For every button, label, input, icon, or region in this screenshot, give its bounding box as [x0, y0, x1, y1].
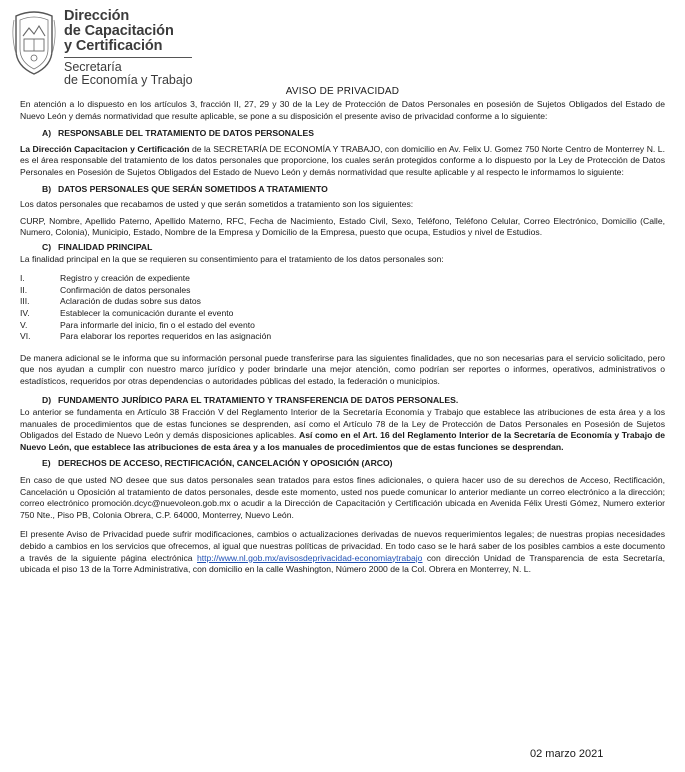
org-line-1: Dirección [64, 8, 130, 24]
org-line-5: de Economía y Trabajo [64, 73, 193, 87]
section-d-bold-tail: Así como en el Art. 16 del Reglamento Interior de la Secretaría de Economía y Trabajo de Nuevo León, que establece las atribuciones de esta área y a los manuales de procedimientos que de estas funciones se desprendan. [20, 430, 665, 452]
list-item-number: III. [20, 296, 30, 307]
list-item-number: IV. [20, 307, 30, 318]
closing-paragraph [20, 529, 665, 575]
section-c-additional-paragraph: De manera adicional se le informa que su información personal puede transferirse para las siguientes finalidades, que no son necesarias para el servicio solicitado, pero que nos ayudan a cumplir con nuestro marco jurídico y poder brindarle una mejor atención, como podrían ser reportes o informes, operativos, administrativos o estadísticos, requeridos por otras dependencias o autoridades públicas del estado, la federación o municipios. [20, 352, 665, 386]
section-e-paragraph: En caso de que usted NO desee que sus datos personales sean tratados para estos fines adicionales, o quiera hacer uso de su derechos de Acceso, Rectificación, Cancelación u Oposición al tratamiento de datos personales, desde este momento, usted nos puede comunicar lo anterior mediante un correo electrónico a la dirección; correo electrónico promoción.dcyc@nuevoleon.gob.mx o acudir a la Dirección de Capacitación y Certificación ubicada en Avenida Félix Uresti Gómez, Numero exterior 750 Nte., Piso PB, Colonia Obrera, C.P. 64000, Monterrey, Nuevo León. [20, 475, 665, 520]
org-line-3: y Certificación [64, 38, 163, 54]
document-title: AVISO DE PRIVACIDAD [285, 86, 400, 97]
list-item-text: Registro y creación de expediente [60, 273, 190, 284]
list-item [20, 320, 665, 332]
section-a-text: de la SECRETARÍA DE ECONOMÍA Y TRABAJO, con domicilio en Av. Felix U. Gomez 750 Norte Centro de Monterrey N. L. es el área responsable del tratamiento de los datos personales que proporcione, los cuales serán protegidos conforme a lo dispuesto por la Ley de Protección de Datos Personales en Posesión de Sujetos Obligados del Estado de Nuevo León y demás normatividad que resulte aplicable y al respecto le informamos lo siguiente: [20, 143, 665, 177]
list-item-text: Establecer la comunicación durante el evento [60, 307, 234, 318]
header-divider [64, 57, 192, 58]
section-d-letter: D) [42, 395, 52, 406]
org-line-2: de Capacitación [64, 23, 174, 39]
list-item-number: I. [20, 273, 25, 284]
section-c-heading [42, 242, 665, 254]
section-b-title: DATOS PERSONALES QUE SERÁN SOMETIDOS A TRATAMIENTO [58, 183, 328, 194]
section-c-paragraph: La finalidad principal en la que se requieren su consentimiento para el tratamiento de los datos personales son: [20, 253, 444, 264]
section-a-heading [42, 128, 665, 140]
list-item-text: Aclaración de dudas sobre sus datos [60, 296, 201, 307]
document-body [20, 99, 665, 576]
list-item-number: II. [20, 284, 28, 295]
section-e-heading [42, 458, 665, 470]
nuevo-leon-seal-icon [10, 6, 58, 78]
section-e-title: DERECHOS DE ACCESO, RECTIFICACIÓN, CANCELACIÓN Y OPOSICIÓN (ARCO) [58, 458, 393, 469]
list-item-text: Para informarle del inicio, fin o el estado del evento [60, 319, 255, 330]
list-item-text: Para elaborar los reportes requeridos en las asignación [60, 331, 272, 342]
section-c-title: FINALIDAD PRINCIPAL [58, 241, 153, 252]
section-a-letter: A) [42, 128, 52, 139]
privacy-notice-link[interactable]: http://www.nl.gob.mx/avisosdeprivacidad-economiaytrabajo [197, 552, 423, 563]
section-d-heading [42, 395, 665, 407]
list-item [20, 285, 665, 297]
list-item-number: V. [20, 319, 28, 330]
section-a-title: RESPONSABLE DEL TRATAMIENTO DE DATOS PERSONALES [58, 128, 314, 139]
document-date: 02 marzo 2021 [530, 748, 604, 760]
section-d-paragraph [20, 407, 665, 453]
org-line-4: Secretaría [64, 60, 122, 74]
list-item [20, 296, 665, 308]
section-b-letter: B) [42, 183, 52, 194]
list-item [20, 308, 665, 320]
list-item-text: Confirmación de datos personales [60, 284, 191, 295]
header [10, 6, 310, 87]
purpose-list [20, 273, 665, 343]
list-item [20, 273, 665, 285]
closing-text-a: El presente Aviso de Privacidad puede sufrir modificaciones, cambios o actualizaciones derivadas de nuevos requerimientos legales; de nuestras propias necesidades debido a cambios en los servicios que ofrecemos, al igual que nuestras políticas de privacidad. En todo caso se le hará saber de los posibles cambios a este documento a través de la siguiente página electrónica [20, 529, 665, 563]
organization-name [64, 9, 193, 87]
closing-text-b: con dirección Unidad de Transparencia de esta Secretaría, ubicada el piso 13 de la Torre Administrativa, con domicilio en la calle Washington, Número 2000 de la Col. Obrera en Monterrey, N. L. [20, 552, 665, 575]
section-a-paragraph [20, 144, 665, 179]
section-c-letter: C) [42, 241, 52, 252]
list-item [20, 331, 665, 343]
list-item-number: VI. [20, 331, 31, 342]
section-b-paragraph-1: Los datos personales que recabamos de usted y que serán sometidos a tratamiento son los siguientes: [20, 199, 414, 210]
section-b-paragraph-2: CURP, Nombre, Apellido Paterno, Apellido Materno, RFC, Fecha de Nacimiento, Estado Civil, Sexo, Teléfono, Teléfono Celular, Correo Electrónico, Domicilio (Calle, Numero, Colonia), Municipio, Estado, Nombre de la Empresa y Domicilio de la Empresa, puesto que ocupa, Estudios y nivel de Estudios. [20, 215, 665, 238]
section-b-heading [42, 184, 665, 196]
section-d-text: Lo anterior se fundamenta en Artículo 38 Fracción V del Reglamento Interior de la Secretaría Economía y Trabajo que establece las atribuciones de esta área y a los manuales de procedimientos que de estas funciones se desprenden, así como el Artículo 78 de la Ley de Protección de Datos Personales en Posesión de Sujetos Obligados del Estado de Nuevo León y demás disposiciones aplicables. [20, 407, 665, 441]
section-d-title: FUNDAMENTO JURÍDICO PARA EL TRATAMIENTO Y TRANSFERENCIA DE DATOS PERSONALES. [58, 395, 459, 406]
intro-paragraph: En atención a lo dispuesto en los artículos 3, fracción II, 27, 29 y 30 de la Ley de Protección de Datos Personales en posesión de Sujetos Obligados del Estado de Nuevo León y demás normatividad que resulte aplicable, se pone a su disposición el presente aviso de privacidad conforme a lo siguiente: [20, 99, 665, 121]
section-e-letter: E) [42, 458, 51, 469]
section-a-bold-lead: La Dirección Capacitacion y Certificación [20, 143, 190, 154]
